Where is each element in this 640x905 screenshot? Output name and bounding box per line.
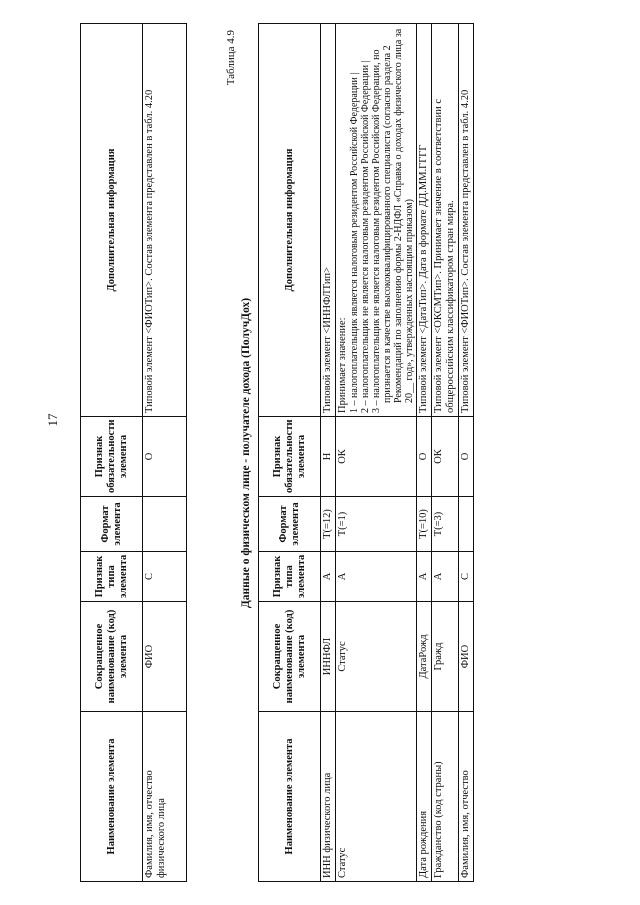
cell-type: А [417, 552, 432, 602]
cell-format: Т(=12) [321, 497, 336, 552]
cell-required: О [459, 417, 474, 497]
status-values-list [349, 27, 415, 413]
cell-type: С [459, 552, 474, 602]
cell-required: О [143, 417, 187, 497]
table-row [432, 24, 459, 882]
cell-name: Статус [336, 712, 417, 882]
cell-info: Типовой элемент <ИННФЛТип> [321, 24, 336, 417]
cell-info [336, 24, 417, 417]
cell-code: Гражд [432, 602, 459, 712]
header-format: Формат элемента [259, 497, 321, 552]
header-name: Наименование элемента [81, 712, 143, 882]
cell-type: А [432, 552, 459, 602]
cell-format: Т(=1) [336, 497, 417, 552]
header-format: Формат элемента [81, 497, 143, 552]
table-row [417, 24, 432, 882]
cell-info: Типовой элемент <ОКСМТип>. Принимает значение в соответствии с общероссийским классификатором стран мира. [432, 24, 459, 417]
header-required: Признак обязательности элемента [81, 417, 143, 497]
table-row [336, 24, 417, 882]
cell-name: Дата рождения [417, 712, 432, 882]
header-info: Дополнительная информация [259, 24, 321, 417]
cell-info: Типовой элемент <ФИОТип>. Состав элемента представлен в табл. 4.20 [459, 24, 474, 417]
table-row [459, 24, 474, 882]
cell-name: ИНН физического лица [321, 712, 336, 882]
status-intro: Принимает значение: [337, 317, 348, 413]
cell-code: ДатаРожд [417, 602, 432, 712]
header-required: Признак обязательности элемента [259, 417, 321, 497]
table-recipient-data [258, 23, 474, 882]
cell-required: Н [321, 417, 336, 497]
cell-info: Типовой элемент <ДатаТип>. Дата в формате ДД.ММ.ГГГГ [417, 24, 432, 417]
cell-format [459, 497, 474, 552]
cell-format: Т(=10) [417, 497, 432, 552]
header-code: Сокращенное наименование (код) элемента [259, 602, 321, 712]
cell-name: Фамилия, имя, отчество физического лица [143, 712, 187, 882]
cell-info: Типовой элемент <ФИОТип>. Состав элемента представлен в табл. 4.20 [143, 24, 187, 417]
table-continued [80, 23, 187, 882]
cell-code: Статус [336, 602, 417, 712]
cell-type: А [336, 552, 417, 602]
list-item: 2 – налогоплательщик не является налоговым резидентом Российской Федерации | [360, 60, 371, 413]
cell-format: Т(=3) [432, 497, 459, 552]
cell-type: А [321, 552, 336, 602]
page-number: 17 [45, 413, 60, 427]
header-type: Признак типа элемента [259, 552, 321, 602]
cell-required: ОК [432, 417, 459, 497]
table-title: Данные о физическом лице - получателе дохода (ПолучДох) [240, 297, 252, 609]
cell-format [143, 497, 187, 552]
header-code: Сокращенное наименование (код) элемента [81, 602, 143, 712]
cell-name: Гражданство (код страны) [432, 712, 459, 882]
table-row [143, 24, 187, 882]
list-item: 1 – налогоплательщик является налоговым резидентом Российской Федерации | [349, 72, 360, 413]
table-number: Таблица 4.9 [225, 30, 237, 86]
cell-code: ФИО [459, 602, 474, 712]
list-item: 3 – налогоплательщик не является налоговым резидентом Российской Федерации, но признается в качестве высококвалифицированного специалиста (согласно раздела 2 Рекомендаций по заполнению формы 2-НДФЛ «Справка о доходах физического лица за 20__ год», утвержденных настоящим приказом) [371, 28, 415, 413]
cell-code: ИННФЛ [321, 602, 336, 712]
table-row [321, 24, 336, 882]
header-info: Дополнительная информация [81, 24, 143, 417]
cell-type: С [143, 552, 187, 602]
header-type: Признак типа элемента [81, 552, 143, 602]
cell-required: ОК [336, 417, 417, 497]
cell-code: ФИО [143, 602, 187, 712]
rotated-page-content [80, 22, 640, 882]
cell-required: О [417, 417, 432, 497]
header-name: Наименование элемента [259, 712, 321, 882]
cell-name: Фамилия, имя, отчество [459, 712, 474, 882]
